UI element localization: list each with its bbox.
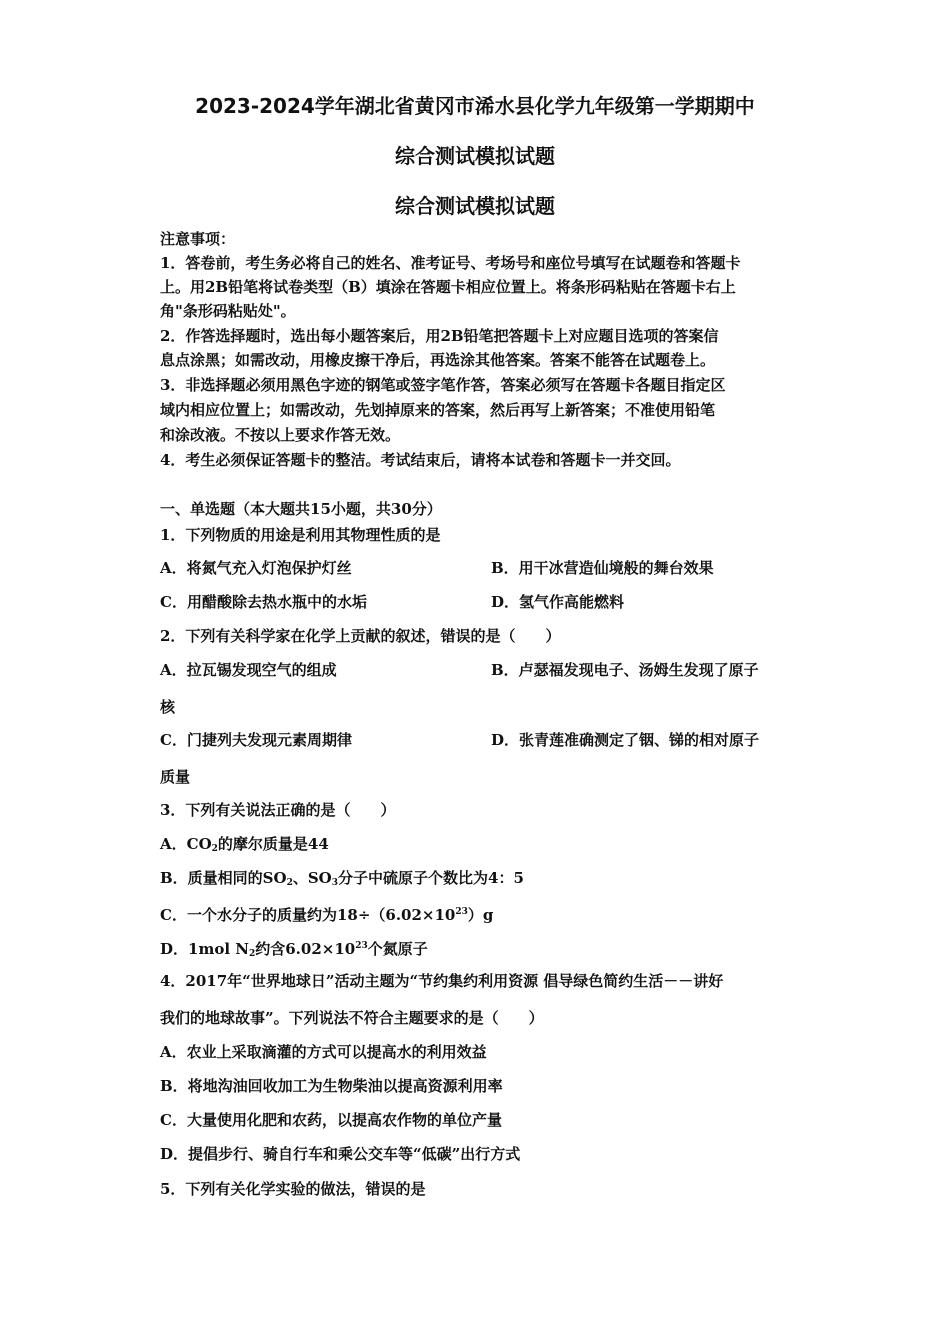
q5-stem: 5．下列有关化学实验的做法，错误的是 [160, 1180, 426, 1198]
notice-line: 和涂改液。不按以上要求作答无效。 [160, 426, 401, 444]
q4-option-d: D．提倡步行、骑自行车和乘公交车等“低碳”出行方式 [160, 1145, 521, 1163]
q1-option-b: B．用干冰营造仙境般的舞台效果 [491, 559, 714, 577]
q2-option-b-cont: 核 [160, 698, 176, 716]
q3-option-a: A．$CO_2$的摩尔质量是44 [160, 835, 329, 854]
q2-option-d: D．张青莲准确测定了铟、锑的相对原子 [491, 731, 760, 749]
q2-option-b: B．卢瑟福发现电子、汤姆生发现了原子 [491, 661, 759, 679]
q4-stem: 4．2017年“世界地球日”活动主题为“节约集约利用资源 倡导绿色简约生活－－讲好 [160, 972, 724, 990]
q2-option-a: A．拉瓦锡发现空气的组成 [160, 661, 337, 679]
q2-option-d-cont: 质量 [160, 768, 191, 786]
q2-option-c: C．门捷列夫发现元素周期律 [160, 731, 352, 749]
notice-line: 2．作答选择题时，选出每小题答案后，用2B铅笔把答题卡上对应题目选项的答案信 [160, 327, 719, 345]
q4-stem-cont: 我们的地球故事”。下列说法不符合主题要求的是（ ） [160, 1009, 544, 1027]
q1-option-c: C．用醋酸除去热水瓶中的水垢 [160, 593, 367, 611]
exam-title-line2: 综合测试模拟试题 [395, 144, 555, 168]
notice-heading: 注意事项： [160, 230, 236, 248]
q1-option-a: A．将氮气充入灯泡保护灯丝 [160, 559, 352, 577]
exam-title-line1: 2023-2024学年湖北省黄冈市浠水县化学九年级第一学期期中 [195, 94, 755, 118]
q1-stem: 1．下列物质的用途是利用其物理性质的是 [160, 526, 441, 544]
exam-title-line3: 综合测试模拟试题 [395, 194, 555, 218]
q4-option-a: A．农业上采取滴灌的方式可以提高水的利用效益 [160, 1043, 487, 1061]
notice-line: 3．非选择题必须用黑色字迹的钢笔或签字笔作答，答案必须写在答题卡各题目指定区 [160, 376, 726, 394]
q4-option-c: C．大量使用化肥和农药，以提高农作物的单位产量 [160, 1111, 502, 1129]
q3-option-c: C．一个水分子的质量约为$18\div(6.02\times 10^{23})g$ [160, 906, 494, 924]
q3-option-b: B．质量相同的$SO_2$、$SO_3$分子中硫原子个数比为4：5 [160, 869, 524, 888]
q1-option-d: D．氢气作高能燃料 [491, 593, 625, 611]
q4-option-b: B．将地沟油回收加工为生物柴油以提高资源利用率 [160, 1077, 503, 1095]
section-heading: 一、单选题（本大题共15小题，共30分） [160, 500, 442, 518]
q3-stem: 3．下列有关说法正确的是（ ） [160, 801, 396, 819]
q2-stem: 2．下列有关科学家在化学上贡献的叙述，错误的是（ ） [160, 627, 561, 645]
notice-line: 上。用2B铅笔将试卷类型（B）填涂在答题卡相应位置上。将条形码粘贴在答题卡右上 [160, 278, 736, 296]
notice-line: 息点涂黑；如需改动，用橡皮擦干净后，再选涂其他答案。答案不能答在试题卷上。 [160, 351, 716, 369]
notice-line: 角"条形码粘贴处"。 [160, 302, 296, 320]
notice-line: 4．考生必须保证答题卡的整洁。考试结束后，请将本试卷和答题卡一并交回。 [160, 451, 681, 469]
q3-option-d: D．1mol $N_2$约含$6.02\times 10^{23}$个氮原子 [160, 940, 428, 959]
notice-line: 1．答卷前，考生务必将自己的姓名、准考证号、考场号和座位号填写在试题卷和答题卡 [160, 254, 741, 272]
notice-line: 域内相应位置上；如需改动，先划掉原来的答案，然后再写上新答案；不准使用铅笔 [160, 401, 716, 419]
